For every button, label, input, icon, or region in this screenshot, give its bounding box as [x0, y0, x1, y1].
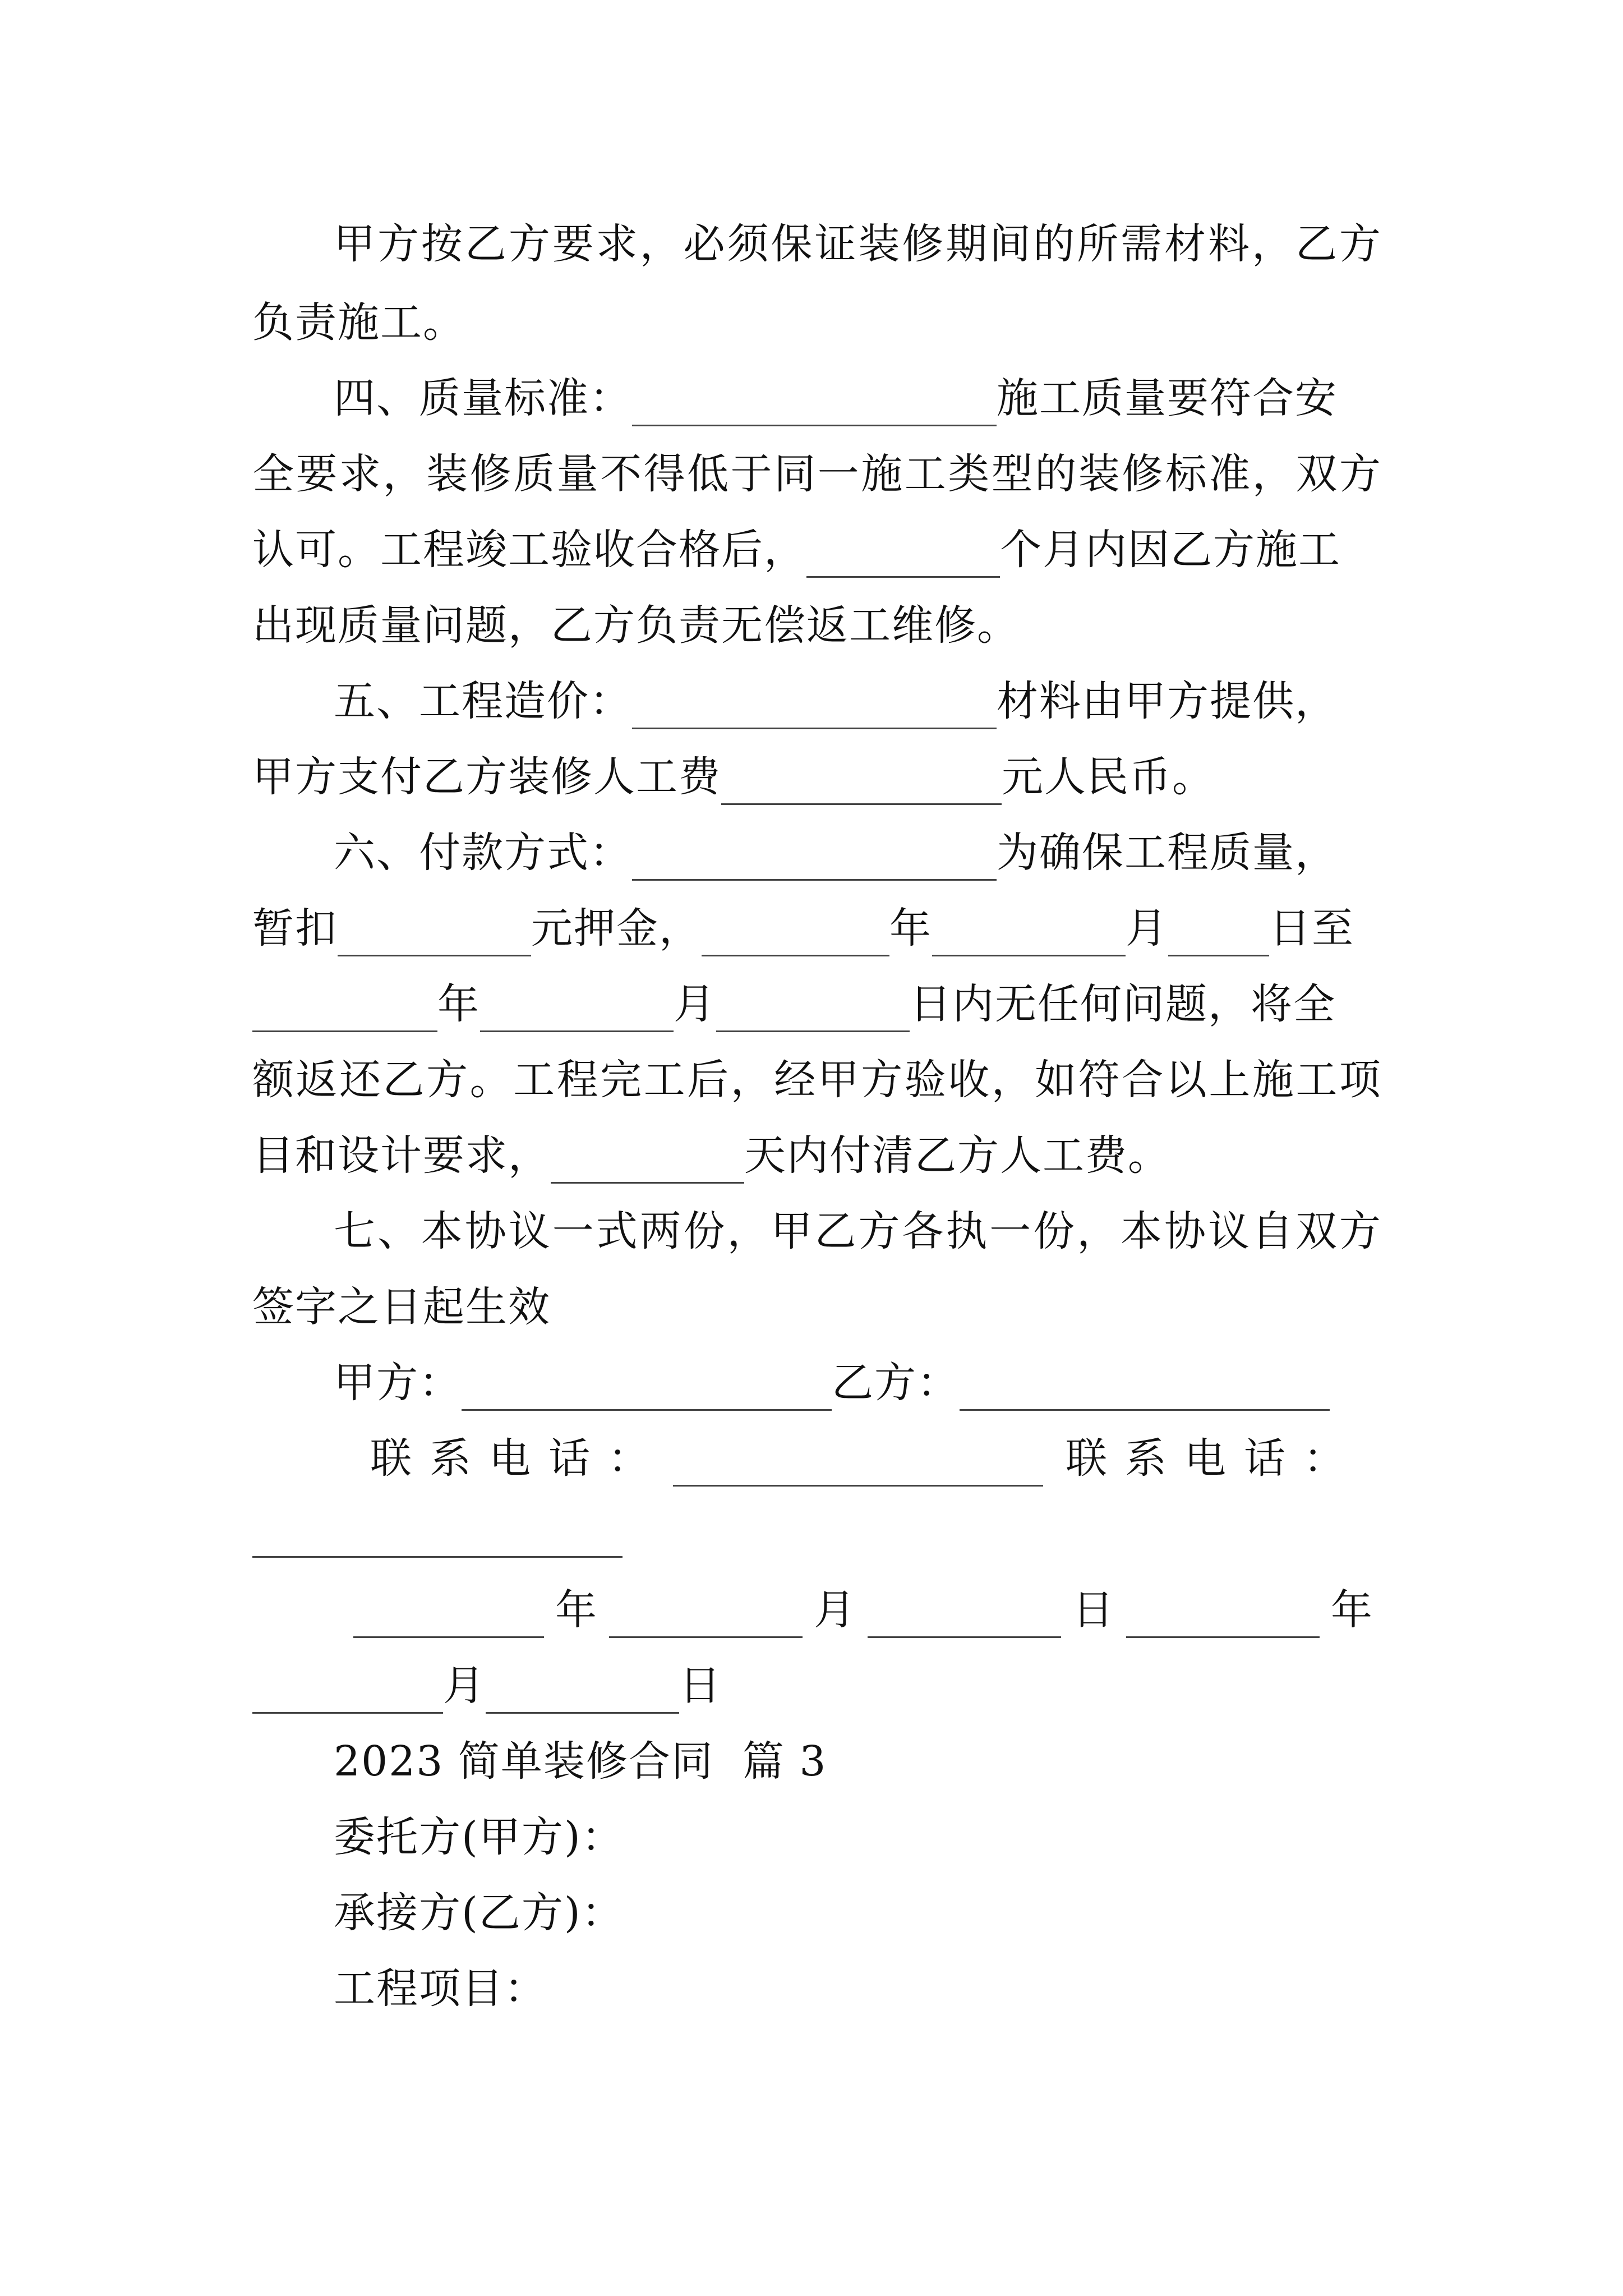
text-char: 方	[426, 1056, 469, 1104]
text-char: ，	[1252, 220, 1295, 268]
year-label: 年	[555, 1586, 598, 1634]
text-char: 如	[1035, 1056, 1078, 1104]
date-a-month-blank[interactable]	[609, 1597, 803, 1638]
phone-label-b	[1066, 1430, 1346, 1487]
text-char: 同	[774, 450, 817, 498]
text-char: 方	[861, 1056, 904, 1104]
text-char: 经	[774, 1056, 817, 1104]
text-char: 甲	[771, 1207, 814, 1255]
project-cost-label: 五、工程造价：	[334, 677, 632, 725]
text-char: 工	[643, 1056, 686, 1104]
quality-standard-line-1	[334, 370, 1338, 426]
party-signature-line	[334, 1355, 1330, 1411]
labor-fee-unit: 元人民币。	[1002, 753, 1215, 801]
text-char: 协	[464, 1207, 508, 1255]
warranty-text: 个月内因乙方施工	[1000, 526, 1341, 574]
phone-label-a	[370, 1430, 651, 1487]
return-text: 日内无任何问题，将全	[910, 980, 1336, 1028]
text-char: 证	[814, 220, 857, 268]
deposit-month-blank[interactable]	[932, 915, 1126, 956]
text-char: 完	[600, 1056, 643, 1104]
text-char: 双	[1295, 1207, 1338, 1255]
phone-label-char: 系	[430, 1434, 472, 1483]
text-char: 修	[469, 450, 513, 498]
deposit-day-blank[interactable]	[1168, 915, 1269, 956]
text-char: 乙	[1295, 220, 1338, 268]
text-char: 两	[639, 1207, 683, 1255]
text-char: 须	[727, 220, 770, 268]
text-char: 按	[421, 220, 464, 268]
phone-label-char: 电	[1184, 1434, 1227, 1483]
date-a-day-blank[interactable]	[868, 1597, 1061, 1638]
payment-method-blank[interactable]	[632, 840, 997, 881]
phone-label-char: 联	[370, 1434, 413, 1483]
text-char: 低	[687, 450, 730, 498]
month-label: 月	[443, 1662, 486, 1710]
quality-standard-line-4: 出现质量问题，乙方负责无偿返工维修。	[252, 601, 1020, 650]
text-char: 材	[1164, 220, 1207, 268]
project-label: 工程项目：	[334, 1964, 547, 2013]
year-label: 年	[437, 980, 480, 1028]
phone-label-char: 话	[548, 1434, 591, 1483]
year-label: 年	[889, 904, 932, 953]
text-char: 求	[596, 220, 639, 268]
text-char: 合	[1122, 1056, 1165, 1104]
text-char: 式	[596, 1207, 639, 1255]
labor-fee-text: 甲方支付乙方装修人工费	[252, 753, 721, 801]
project-cost-line-1	[334, 673, 1338, 729]
phone-label-char: 电	[489, 1434, 532, 1483]
payment-line-4	[252, 1052, 1382, 1108]
date-b-month-blank[interactable]	[252, 1673, 443, 1714]
text-char: 的	[1033, 220, 1076, 268]
text-char: 量	[556, 450, 600, 498]
contractor-label: 承接方(乙方)：	[334, 1889, 624, 1937]
quality-standard-text: 施工质量要符合安	[997, 374, 1338, 422]
payment-days-text: 天内付清乙方人工费。	[744, 1131, 1170, 1180]
text-char: 装	[858, 220, 901, 268]
project-cost-text: 材料由甲方提供，	[997, 677, 1338, 725]
text-char: 验	[904, 1056, 947, 1104]
text-char: 一	[989, 1207, 1032, 1255]
text-char: 质	[513, 450, 556, 498]
text-char: 、	[377, 1207, 420, 1255]
text-char: 七	[334, 1207, 376, 1255]
text-char: 型	[991, 450, 1034, 498]
text-char: 收	[948, 1056, 991, 1104]
text-char: 议	[508, 1207, 551, 1255]
date-b-day-blank[interactable]	[486, 1673, 679, 1714]
text-char: 必	[683, 220, 726, 268]
text-char: 还	[339, 1056, 382, 1104]
return-year-blank[interactable]	[252, 991, 437, 1032]
phone-label-char: ：	[608, 1434, 651, 1483]
text-char: 甲	[334, 220, 376, 268]
month-label: 月	[674, 980, 716, 1028]
text-char: 双	[1295, 450, 1339, 498]
copies-line-2: 签字之日起生效	[252, 1283, 551, 1331]
party-a-label: 甲方：	[334, 1359, 462, 1407]
phone-label-char: 系	[1125, 1434, 1168, 1483]
text-char: 装	[426, 450, 469, 498]
text-char: ，	[991, 1056, 1034, 1104]
text-char: 额	[252, 1056, 295, 1104]
payment-method-text: 为确保工程质量，	[997, 829, 1338, 877]
payment-method-label: 六、付款方式：	[334, 829, 632, 877]
text-char: 自	[1252, 1207, 1295, 1255]
party-b-blank[interactable]	[960, 1370, 1330, 1411]
payment-days-blank[interactable]	[551, 1143, 744, 1184]
text-char: 份	[1033, 1207, 1076, 1255]
text-char: 方	[508, 220, 551, 268]
deposit-amount-blank[interactable]	[338, 915, 531, 956]
text-char: 一	[817, 450, 860, 498]
payment-line-1	[334, 825, 1338, 881]
text-char: ，	[727, 1207, 770, 1255]
phone-b-blank[interactable]	[252, 1554, 623, 1558]
text-char: 份	[683, 1207, 726, 1255]
party-a-blank[interactable]	[462, 1370, 832, 1411]
text-char: 。	[469, 1056, 513, 1104]
date-b-year-blank[interactable]	[1126, 1597, 1320, 1638]
deposit-unit: 元押金，	[531, 904, 702, 953]
paragraph-materials-line-2: 负责施工。	[252, 298, 465, 347]
design-text: 目和设计要求，	[252, 1131, 551, 1180]
text-char: ，	[1252, 450, 1295, 498]
text-char: 程	[556, 1056, 600, 1104]
text-char: 以	[1165, 1056, 1208, 1104]
project-cost-blank[interactable]	[632, 688, 997, 729]
day-label: 日	[1072, 1586, 1115, 1634]
text-char: 上	[1209, 1056, 1252, 1104]
text-char: 装	[1078, 450, 1121, 498]
text-char: 甲	[817, 1056, 860, 1104]
text-char: 返	[296, 1056, 339, 1104]
phone-label-char: 联	[1066, 1434, 1108, 1483]
deposit-year-blank[interactable]	[702, 915, 889, 956]
text-char: 项	[1339, 1056, 1382, 1104]
text-char: 要	[552, 220, 595, 268]
text-char: 标	[1165, 450, 1208, 498]
text-char: 乙	[464, 220, 508, 268]
month-label: 月	[1126, 904, 1168, 953]
year-label: 年	[1331, 1586, 1373, 1634]
warranty-months-blank[interactable]	[806, 537, 1000, 578]
text-char: 符	[1078, 1056, 1121, 1104]
party-b-label: 乙方：	[832, 1359, 960, 1407]
text-char: 保	[771, 220, 814, 268]
day-label: 日	[679, 1662, 722, 1710]
text-char: 求	[339, 450, 382, 498]
labor-fee-blank[interactable]	[721, 764, 1002, 805]
date-a-year-blank[interactable]	[353, 1597, 544, 1638]
text-char: 得	[643, 450, 686, 498]
text-char: 方	[858, 1207, 901, 1255]
quality-standard-line-3	[252, 522, 1341, 578]
text-char: 乙	[814, 1207, 857, 1255]
text-char: 修	[1122, 450, 1165, 498]
text-char: ，	[639, 220, 683, 268]
text-char: 本	[1121, 1207, 1164, 1255]
paragraph-materials-line-1	[334, 216, 1382, 272]
text-char: 方	[1339, 220, 1382, 268]
text-char: ，	[382, 450, 426, 498]
quality-standard-blank[interactable]	[632, 385, 997, 426]
text-char: 期	[946, 220, 989, 268]
payment-line-2	[252, 900, 1354, 956]
text-char: 所	[1077, 220, 1120, 268]
date-line-2	[252, 1658, 722, 1714]
text-char: 工	[904, 450, 947, 498]
return-day-blank[interactable]	[716, 991, 910, 1032]
text-char: 不	[600, 450, 643, 498]
date-line-1	[353, 1582, 1373, 1638]
text-char: 要	[296, 450, 339, 498]
phone-label-char: 话	[1244, 1434, 1287, 1483]
day-to-label: 日至	[1269, 904, 1354, 953]
copies-line-1	[334, 1203, 1382, 1259]
deposit-text: 暂扣	[252, 904, 338, 953]
text-char: 工	[513, 1056, 556, 1104]
return-month-blank[interactable]	[480, 991, 674, 1032]
text-char: 料	[1208, 220, 1251, 268]
text-char: 准	[1209, 450, 1252, 498]
text-char: 施	[1252, 1056, 1295, 1104]
text-char: 于	[730, 450, 773, 498]
text-char: 后	[687, 1056, 730, 1104]
section-heading: 2023 简单装修合同 篇 3	[334, 1737, 827, 1786]
text-char: 类	[948, 450, 991, 498]
text-char: ，	[730, 1056, 773, 1104]
phone-line	[370, 1430, 1382, 1487]
text-char: 议	[1208, 1207, 1251, 1255]
text-char: 修	[902, 220, 945, 268]
text-char: 的	[1035, 450, 1078, 498]
project-cost-line-2	[252, 749, 1215, 805]
text-char: 本	[421, 1207, 464, 1255]
text-char: 方	[1339, 1207, 1382, 1255]
text-char: 全	[252, 450, 295, 498]
month-label: 月	[814, 1586, 856, 1634]
text-char: ，	[1077, 1207, 1120, 1255]
text-char: 需	[1121, 220, 1164, 268]
text-char: 工	[1295, 1056, 1339, 1104]
quality-standard-line-2	[252, 446, 1382, 502]
text-char: 一	[552, 1207, 595, 1255]
acceptance-text: 认可。工程竣工验收合格后，	[252, 526, 806, 574]
payment-line-3	[252, 976, 1336, 1032]
phone-label-char: ：	[1303, 1434, 1346, 1483]
text-char: 施	[861, 450, 904, 498]
text-char: 方	[377, 220, 420, 268]
text-char: 协	[1164, 1207, 1207, 1255]
client-label: 委托方(甲方)：	[334, 1813, 624, 1861]
phone-a-blank[interactable]	[673, 1446, 1043, 1487]
text-char: 各	[902, 1207, 945, 1255]
payment-line-5	[252, 1128, 1170, 1184]
quality-standard-label: 四、质量标准：	[334, 374, 632, 422]
text-char: 执	[946, 1207, 989, 1255]
text-char: 方	[1339, 450, 1382, 498]
text-char: 间	[989, 220, 1032, 268]
text-char: 乙	[382, 1056, 426, 1104]
